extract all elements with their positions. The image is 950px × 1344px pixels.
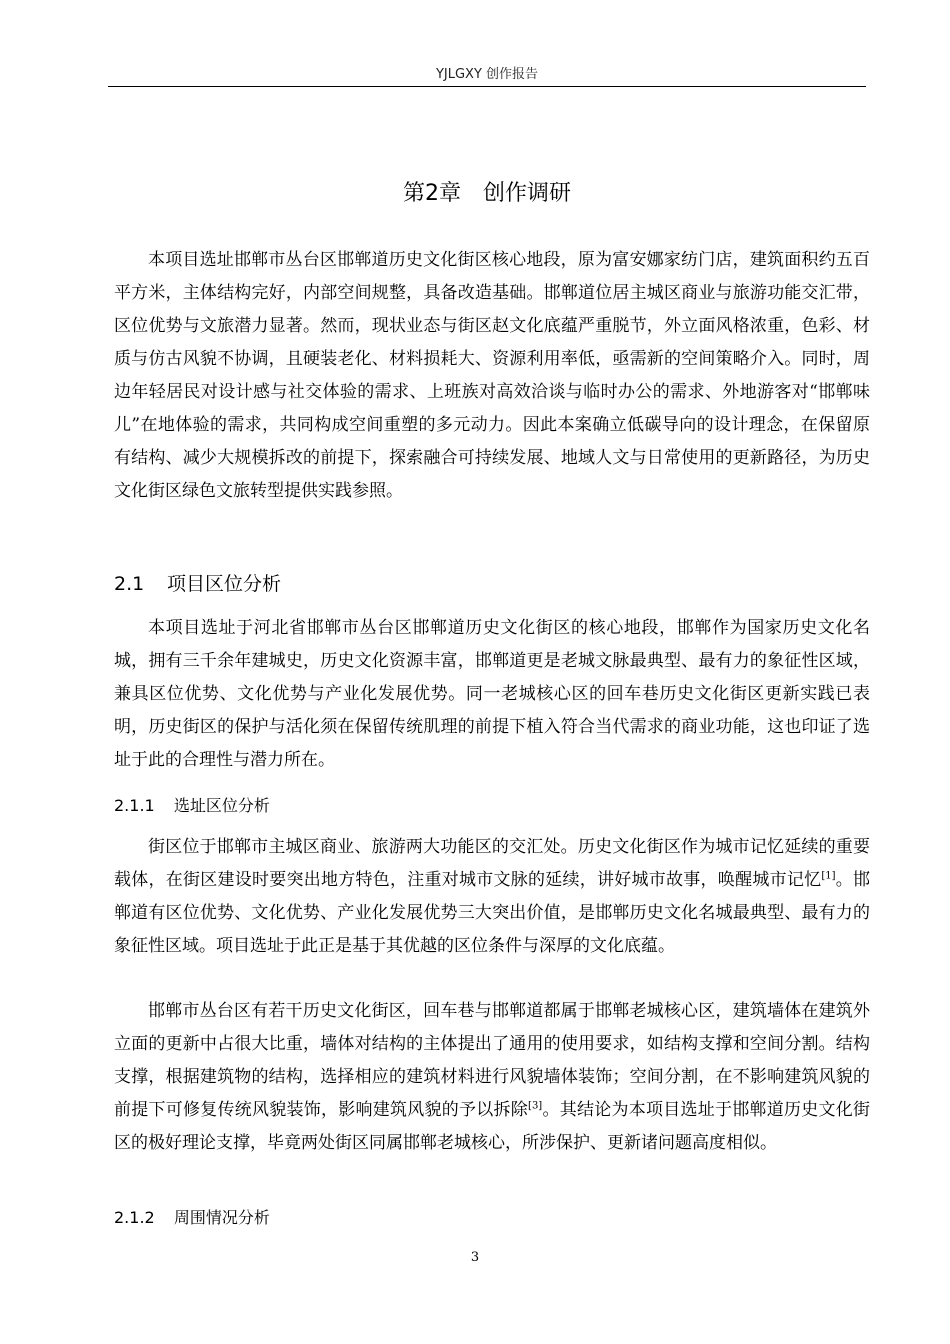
page-number: 3 [470,1250,480,1265]
subsection-number: 2.1.1 [114,796,155,815]
intro-paragraph: 本项目选址邯郸市丛台区邯郸道历史文化街区核心地段，原为富安娜家纺门店，建筑面积约五百平方米，主体结构完好，内部空间规整，具备改造基础。邯郸道位居主城区商业与旅游功能交汇带，区位优势与文旅潜力显著。然而，现状业态与街区赵文化底蕴严重脱节，外立面风格浓重，色彩、材质与仿古风貌不协调，且硬装老化、材料损耗大、资源利用率低，亟需新的空间策略介入。同时，周边年轻居民对设计感与社交体验的需求、上班族对高效洽谈与临时办公的需求、外地游客对“邯郸味儿”在地体验的需求，共同构成空间重塑的多元动力。因此本案确立低碳导向的设计理念，在保留原有结构、减少大规模拆改的前提下，探索融合可持续发展、地域人文与日常使用的更新路径，为历史文化街区绿色文旅转型提供实践参照。 [114,250,870,501]
section-number: 2.1 [114,573,145,595]
section-2-1-paragraph: 本项目选址于河北省邯郸市丛台区邯郸道历史文化街区的核心地段，邯郸作为国家历史文化名城，拥有三千余年建城史，历史文化资源丰富，邯郸道更是老城文脉最典型、最有力的象征性区域，兼具区位优势、文化优势与产业化发展优势。同一老城核心区的回车巷历史文化街区更新实践已表明，历史街区的保护与活化须在保留传统肌理的前提下植入符合当代需求的商业功能，这也印证了选址于此的合理性与潜力所在。 [114,618,870,770]
text-run: 街区位于邯郸市主城区商业、旅游两大功能区的交汇处。历史文化街区作为城市记忆延续的重要载体，在街区建设时要突出地方特色，注重对城市文脉的延续，讲好城市故事，唤醒城市记忆 [114,837,870,890]
section-2-1-heading [114,569,281,599]
citation-ref: [3] [528,1100,543,1112]
section-2-1-2-heading [114,1205,270,1231]
chapter-title: 第2章 创作调研 [403,181,571,206]
header-rule [108,86,866,87]
section-title: 项目区位分析 [167,573,282,595]
section-2-1-1-heading [114,793,270,819]
text-run: 邯郸市丛台区有若干历史文化街区，回车巷与邯郸道都属于邯郸老城核心区，建筑墙体在建筑外立面的更新中占很大比重，墙体对结构的主体提出了通用的使用要求，如结构支撑和空间分割。结构支撑，根据建筑物的结构，选择相应的建筑材料进行风貌墙体装饰；空间分割，在不影响建筑风貌的前提下可修复传统风貌装饰，影响建筑风貌的予以拆除 [114,1001,870,1120]
section-2-1-1-paragraph-1 [114,831,870,963]
text-run: 。邯郸道有区位优势、文化优势、产业化发展优势三大突出价值，是邯郸历史文化名城最典型、最有力的象征性区域。项目选址于此正是基于其优越的区位条件与深厚的文化底蕴。 [114,870,871,956]
text-run: 。其结论为本项目选址于邯郸道历史文化街区的极好理论支撑，毕竟两处街区同属邯郸老城核心，所涉保护、更新诸问题高度相似。 [114,1100,871,1153]
section-2-1-1-paragraph-2 [114,995,870,1160]
running-header: YJLGXY 创作报告 [435,67,539,82]
subsection-title: 周围情况分析 [173,1208,270,1227]
citation-ref: [1] [821,870,836,882]
subsection-number: 2.1.2 [114,1208,155,1227]
subsection-title: 选址区位分析 [173,796,270,815]
